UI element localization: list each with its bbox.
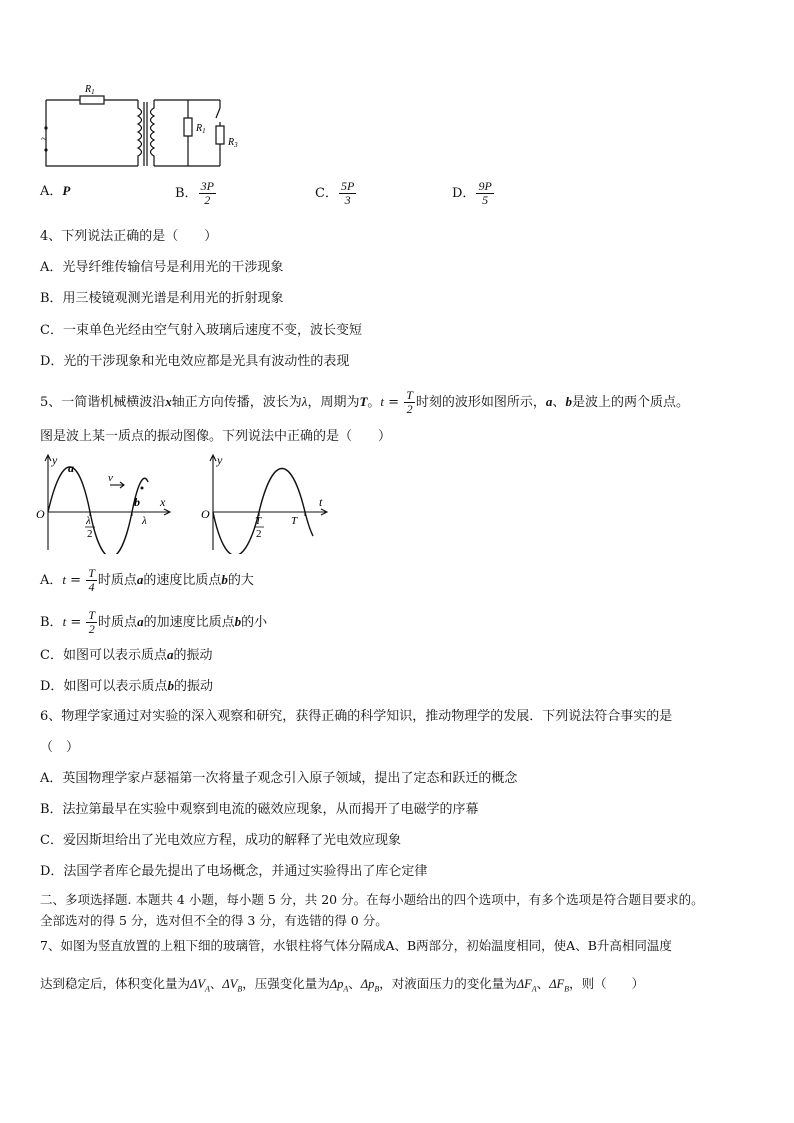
q3-option-b[interactable]: B． $\frac{3P}{2}$	[175, 179, 214, 207]
q3-option-c[interactable]: C． $\frac{5P}{3}$	[315, 179, 355, 207]
y-axis-label: y	[52, 453, 58, 467]
q5-vibration-graph	[195, 452, 330, 554]
q7-stem-line2: 达到稳定后，体积变化量为$\Delta V_A$、$\Delta V_B$，压强变化量为$\Delta p_A$、$\Delta p_B$，对液面压力的变化量为$\Delta F_A$、$\Delta F_B$，则（ ）	[40, 976, 645, 994]
velocity-label: v	[108, 472, 113, 484]
q5-option-b[interactable]: B．t = $\frac{T}{2}$ 时质点a的加速度比质点b的小	[40, 608, 268, 636]
transformer-circuit-diagram	[30, 80, 270, 172]
q6-option-a[interactable]: A．英国物理学家卢瑟福第一次将量子观念引入原子领域，提出了定态和跃迁的概念	[40, 771, 518, 786]
q4-option-a[interactable]: A．光导纤维传输信号是利用光的干涉现象	[40, 260, 284, 275]
source-terminal	[44, 126, 47, 129]
y-axis-label: y	[217, 453, 223, 467]
origin-label: O	[36, 507, 45, 521]
q3-option-d[interactable]: D． $\frac{9P}{5}$	[452, 179, 492, 207]
q4-option-b[interactable]: B．用三棱镜观测光谱是利用光的折射现象	[40, 291, 284, 306]
section2-instructions-line1: 二、多项选择题. 本题共 4 小题，每小题 5 分，共 20 分。在每小题给出的四个选项中，有多个选项是符合题目要求的。	[40, 892, 704, 907]
half-period-num: T	[255, 515, 262, 527]
half-lambda-den: 2	[87, 528, 93, 540]
point-a-label: a	[68, 461, 74, 475]
period-tick-label: T	[291, 515, 298, 527]
source-terminal	[44, 148, 47, 151]
half-period-den: 2	[256, 528, 262, 540]
q4-option-d[interactable]: D．光的干涉现象和光电效应都是光具有波动性的表现	[40, 354, 350, 369]
origin-label: O	[201, 507, 210, 521]
q6-option-c[interactable]: C．爱因斯坦给出了光电效应方程，成功的解释了光电效应现象	[40, 833, 401, 848]
resistor-r3-label: $R_3$	[228, 137, 238, 149]
q6-paren: （ ）	[40, 740, 80, 755]
q6-option-b[interactable]: B．法拉第最早在实验中观察到电流的磁效应现象，从而揭开了电磁学的序幕	[40, 802, 479, 817]
q6-stem: 6、物理学家通过对实验的深入观察和研究，获得正确的科学知识，推动物理学的发展．下列说法符合事实的是	[40, 709, 673, 724]
x-axis-label: x	[160, 495, 166, 509]
q6-option-d[interactable]: D．法国学者库仑最先提出了电场概念，并通过实验得出了库仑定律	[40, 864, 428, 879]
lambda-tick-label: λ	[142, 515, 147, 527]
q5-stem-line1: 5、一简谐机械横波沿x轴正方向传播，波长为λ，周期为T。t = $\frac{T}{2}$ 时刻的波形如图所示，a、b是波上的两个质点。	[40, 388, 689, 416]
q5-stem-line2: 图是波上某一质点的振动图像。下列说法中正确的是（ ）	[40, 429, 392, 444]
q5-option-d[interactable]: D．如图可以表示质点b的振动	[40, 678, 213, 694]
q3-option-a[interactable]: A．P	[40, 183, 71, 199]
q5-option-c[interactable]: C．如图可以表示质点a的振动	[40, 647, 213, 663]
half-lambda-num: λ	[86, 515, 91, 527]
section2-instructions-line2: 全部选对的得 5 分，选对但不全的得 3 分，有选错的得 0 分。	[40, 913, 388, 928]
t-axis-label: t	[319, 495, 323, 509]
q4-stem: 4、下列说法正确的是（ ）	[40, 229, 218, 244]
q4-option-c[interactable]: C．一束单色光经由空气射入玻璃后速度不变，波长变短	[40, 323, 362, 338]
q7-stem-line1: 7、如图为竖直放置的上粗下细的玻璃管，水银柱将气体分隔成A、B两部分，初始温度相同，使A、B升高相同温度	[40, 938, 672, 953]
q5-option-a[interactable]: A．t = $\frac{T}{4}$ 时质点a的速度比质点b的大	[40, 566, 254, 594]
point-b	[141, 487, 144, 490]
resistor-r1-label: $R_1$	[85, 84, 95, 96]
q5-wave-graph	[30, 452, 180, 554]
point-b-label: b	[134, 495, 140, 509]
resistor-r2-label: $R_1$	[196, 123, 206, 135]
ac-source-symbol: ~	[41, 133, 47, 145]
